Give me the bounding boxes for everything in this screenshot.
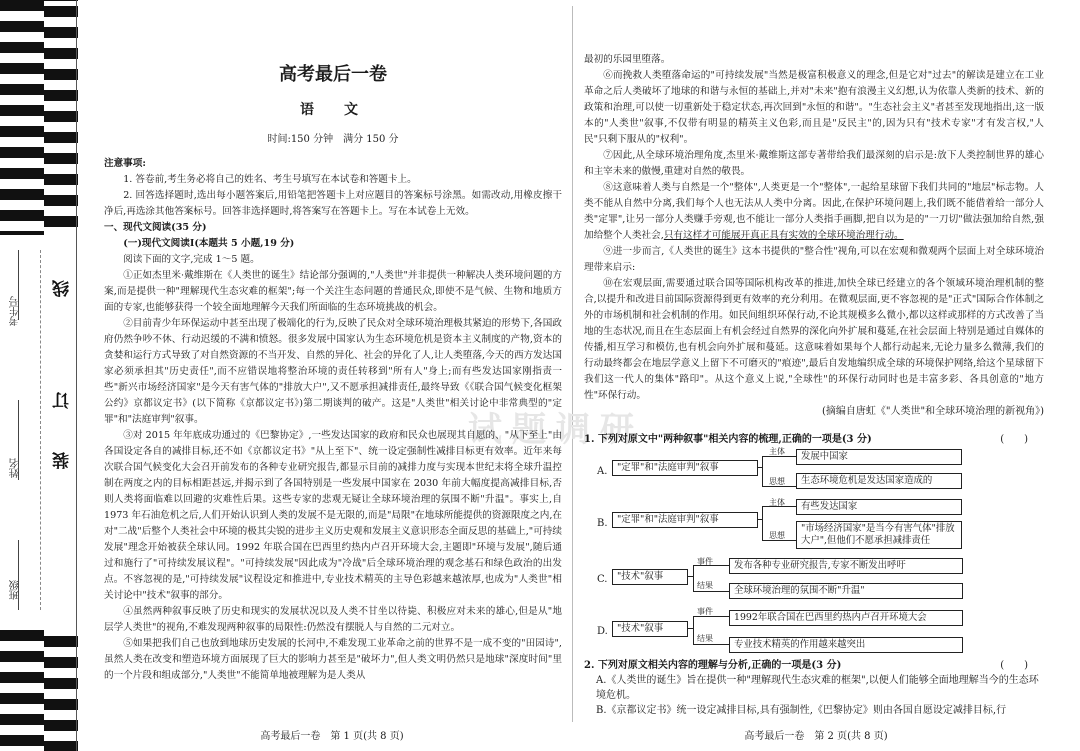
paragraph-9: ⑨进一步而言,《人类世的诞生》这本书提供的"整合性"视角,可以在宏观和微观两个层面上对全球环境治理带来启示: xyxy=(584,246,1044,273)
paragraph-6: ⑥而挽救人类堕落命运的"可持续发展"当然是极富积极意义的理念,但是它对"过去"的解读是建立在工业革命之后人类破坏了地球的和谐与永恒的基础上,并对"未来"抱有浪漫主义幻想,认为依靠人类新的技术、新的政策和治理,可以使一切重新处于稳定状态,再次回到"永恒的和谐"。"生态社会主义"者甚至发现地指出,这一版本的"人类世"叙事,不仅带有明显的精英主义色彩,而且是"反民主"的,因为只有"技术专家"才有发言权,"人民"只剩下服从的"权利"。 xyxy=(584,70,1044,145)
option-b-thought-box: "市场经济国家"是当今有害气体"排放大户",但他们不愿承担减排责任 xyxy=(796,521,962,549)
question-2-option-b[interactable]: B.《京都议定书》统一设定减排目标,具有强制性,《巴黎协定》则由各国自愿设定减排目标,行 xyxy=(596,705,1007,716)
option-d-main-box: "技术"叙事 xyxy=(612,621,688,637)
paragraph-2: ②目前青少年环保运动中甚至出现了极端化的行为,反映了民众对全球环境治理极其紧迫的形势下,各国政府仍然争吵不休、行动迟缓的不满和愤怒。很多发展中国家认为生态环境危机是资本主义制度的产物,资本的贪婪和运行方式导致了对自然资源的不当开发、自然的异化、社会的异化了人,让人类堕落,今天的西方发达国家必须承担其"历史责任",而不应错误地将整治环境的责任转移到"所有人"身上;而有些发达国家刚指责一些"新兴市场经济国家"是今天有害气体的"排放大户",又不愿承担减排责任,最终导致《《联合国气候变化框架公约》京都议定书》(以下简称《京都议定书》)第二期谈判的破产。这是"人类世"相关讨论中非常典型的"定罪"和"法庭审判"叙事。 xyxy=(104,318,562,425)
binding-margin xyxy=(0,0,80,751)
subject-title: 语 文 xyxy=(300,102,366,118)
name-label: 姓名 xyxy=(10,458,21,478)
paragraph-3: ③对 2015 年年底成功通过的《巴黎协定》,一些发达国家的政府和民众也展现其自愿的、"从下至上"由各国设定各自的减排目标,还不如《京都议定书》"从上至下"、统一设定强制性减排目标更有效率。近年来每次联合国气候变化大会召开前发布的各种专业研究报告,都显示目前的减排力度与实现本世纪末将全球升温控制在两度之内的目标相距甚远,并揭示到了各国特别是一些发展中国家在 2030 年前大幅度提高减排目标,否则人类将面临难以回避的灾难性后果。这些专家的悲观无疑让全球环境治理的氛围不断"升温"。事实上,自 1973 年石油危机之后,人们开始认识到人类的发展不是无限的,而是"局限"在地球所能提供的资源限度之内,在对"二战"后整个人类社会中环境的极其尖锐的进步主义历史观和发展主义意识形态全面反思的基础上,"可持续发展"理念开始被获全球认同。1992 年联合国在巴西里约热内卢召开环境大会,主题即"环境与发展",随后通过和施行了"可持续发展议程"。"可持续发展"因此成为"冷战"后全球环境治理的观念基石和绿色政治的出发点。不容忽视的是,"可持续发展"议程设定和推进中,专业技术精英的主导色彩越来越浓厚,也成为"人类世"相关讨论中"技术"叙事的部分。 xyxy=(104,430,562,601)
class-label: 班级 xyxy=(10,580,21,600)
reading-instruction: 阅读下面的文字,完成 1～5 题。 xyxy=(123,254,260,265)
option-b-subject-box: 有些发达国家 xyxy=(796,499,962,515)
subsection-heading: (一)现代文阅读Ⅰ(本题共 5 小题,19 分) xyxy=(123,238,295,249)
question-2-option-a[interactable]: A.《人类世的诞生》旨在提供一种"理解现代生态灾难的框架",以便人们能够全面地理解当今的生态环境危机。 xyxy=(596,675,1039,701)
option-a-subject-box: 发展中国家 xyxy=(796,449,962,465)
question-1-stem: 1. 下列对原文中"两种叙事"相关内容的梳理,正确的一项是(3 分) ( ) xyxy=(584,434,1028,445)
notice-item-2: 2. 回答选择题时,选出每小题答案后,用铅笔把答题卡上对应题目的答案标号涂黑。如需改动,用橡皮擦干净后,再选涂其他答案标号。回答非选择题时,将答案写在答题卡上。写在本试卷上无效。 xyxy=(104,190,562,217)
section-heading: 一、现代文阅读(35 分) xyxy=(104,222,207,233)
option-a-thought-box: 生态环境危机是发达国家造成的 xyxy=(796,473,962,489)
page-1 xyxy=(104,0,562,684)
exam-meta: 时间:150 分钟 满分 150 分 xyxy=(267,134,399,145)
source-citation: (摘编自唐虹《"人类世"和全球环境治理的新视角》) xyxy=(821,406,1044,417)
watermark: 试题调研 xyxy=(468,410,644,450)
notice-heading: 注意事项: xyxy=(104,158,146,169)
option-c-event-box: 发布各种专业研究报告,专家不断发出呼吁 xyxy=(729,558,963,574)
page-2 xyxy=(584,0,1044,420)
paragraph-5-cont: 最初的乐园里堕落。 xyxy=(584,54,671,65)
bind-char-pack: 装 xyxy=(53,452,73,469)
paragraph-8: ⑧这意味着人类与自然是一个"整体",人类更是一个"整体",一起给星球留下我们共同的"地层"标志物。人类不能从自然中分离,我们每个人也无法从人类中分离。因此,在保护环境问题上,我们既不能借着给一部分人类"定罪",让另一部分人类赚手旁观,也不能让一部分人类指手画脚,把自以为是的"一刀切"做法强加给自然,强加给整个人类社会,只有这样才可能展开真正具有实效的全球环境治理行动。 xyxy=(584,182,1044,241)
exam-title: 高考最后一卷 xyxy=(279,64,387,85)
option-d-event-box: 1992年联合国在巴西里约热内卢召开环境大会 xyxy=(729,610,963,626)
option-d-result-box: 专业技术精英的作用越来越突出 xyxy=(729,637,963,653)
option-c-main-box: "技术"叙事 xyxy=(612,569,688,585)
footer-page-1: 高考最后一卷 第 1 页(共 8 页) xyxy=(260,731,404,742)
paragraph-5: ⑤如果把我们自己也放到地球历史发展的长河中,不难发现工业革命之前的世界不是一成不变的"田园诗",虽然人类在改变和塑造环境方面展现了巨大的影响力甚至是"破坏力",但人类文明仍然只是地球"深度时间"里的一个片段和组成部分,"人类世"不能简单地被理解为是人类从 xyxy=(104,638,562,681)
option-b-main-box: "定罪"和"法庭审判"叙事 xyxy=(612,512,758,528)
exam-number-label: 考生号 xyxy=(10,296,21,326)
notice-item-1: 1. 答卷前,考生务必将自己的姓名、考生号填写在本试卷和答题卡上。 xyxy=(123,174,417,185)
option-c-result-box: 全球环境治理的氛围不断"升温" xyxy=(729,583,963,599)
paragraph-7: ⑦因此,从全球环境治理角度,杰里米·戴维斯这部专著带给我们最深刻的启示是:放下人类控制世界的雄心和主宰未来的傲慢,重建对自然的敬畏。 xyxy=(584,150,1044,177)
question-2 xyxy=(584,658,1044,718)
paragraph-10: ⑩在宏观层面,需要通过联合国等国际机构改革的推进,加快全球已经建立的各个领域环境治理机制的整合,以提升和改进目前国际资源得到更有效率的充分利用。在微观层面,更不容忽视的是"正式"国际合作体制之外的市场机制和社会机制的作用。如民间组织环保行动,不论其规模多么微小,都以这样或那样的方式改善了当地的生态状况,而且在生态层面上有机会经过自然界的深化向外扩展和蔓延,在社会层面上特别是通过自媒体的传播,相互学习和模仿,也有机会向外扩展和蔓延。这意味着如果每个人都行动起来,无论力量多么微薄,我们的行动最终都会在地层学意义上留下不可磨灭的"痕迹",最后自发地编织成全球的环境保护网络,给这个星球留下我们这一代人的集体"路印"。从这个意义上说,"全球性"的环保行动同时也是丰富多彩、各具创意的"地方性"环保行动。 xyxy=(584,278,1044,401)
footer-page-2: 高考最后一卷 第 2 页(共 8 页) xyxy=(744,731,888,742)
paragraph-1: ①正如杰里米·戴维斯在《人类世的诞生》结论部分强调的,"人类世"并非提供一种解决人类环境问题的方案,而是提供一种"理解现代生态灾难的框架";每一个关注生态问题的普通民众,即使不是气候、生物和地质方面的专家,也能够获得一个较全面地理解今天我们所面临的生态环境挑战的机会。 xyxy=(104,270,562,313)
underlined-sentence: 只有这样才可能展开真正具有实效的全球环境治理行动。 xyxy=(663,230,904,241)
bind-char-line: 线 xyxy=(53,280,73,297)
bind-char-order: 订 xyxy=(53,392,73,409)
paragraph-4: ④虽然两种叙事反映了历史和现实的发展状况以及人类不甘坐以待毙、积极应对未来的雄心,但是从"地层学人类世"的视角,不难发现两种叙事的局限性:仍然没有摆脱人与自然的二元对立。 xyxy=(104,606,562,633)
option-a-main-box: "定罪"和"法庭审判"叙事 xyxy=(612,460,758,476)
question-2-stem: 2. 下列对原文相关内容的理解与分析,正确的一项是(3 分) ( ) xyxy=(584,660,1028,671)
